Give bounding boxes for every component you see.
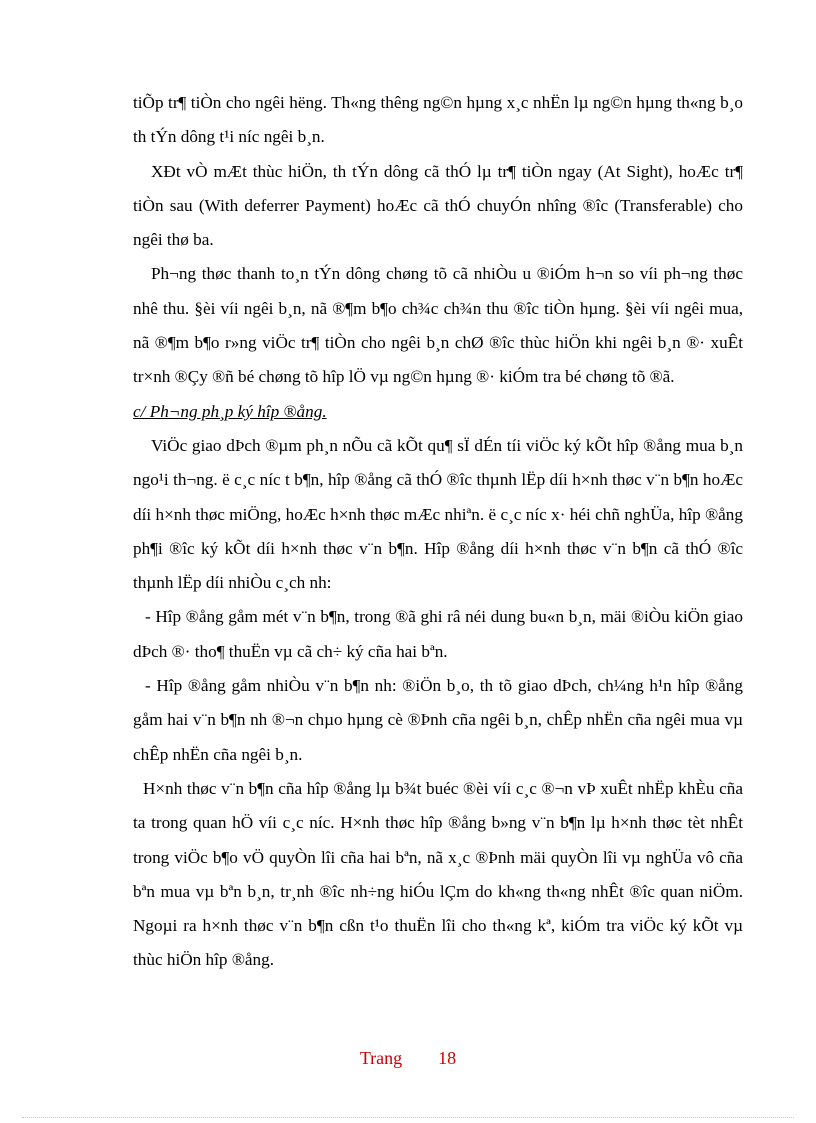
paragraph: Ph¬ng thøc thanh to¸n tÝn dông chøng tõ cã nhiÒu u ®iÓm h¬n so víi ph¬ng thøc nhê thu. §èi víi ngêi b¸n, nã ®¶m b¶o ch¾c ch¾n thu ®îc tiÒn hµng. §èi víi ngêi mua, nã ®¶m b¶o r»ng viÖc tr¶ tiÒn cho ngêi b¸n chØ ®îc thùc hiÖn khi ngêi b¸n ®· xuÊt tr×nh ®Çy ®ñ bé chøng tõ hîp lÖ vµ ng©n hµng ®· kiÓm tra bé chøng tõ ®ã. <box>133 264 743 387</box>
list-item: - Hîp ®ång gåm nhiÒu v¨n b¶n nh: ®iÖn b¸o, th tõ giao dÞch, ch¼ng h¹n hîp ®ång gåm hai v¨n b¶n nh ®¬n chµo hµng cè ®Þnh cña ngêi b¸n, chÊp nhËn cña ngêi mua vµ chÊp nhËn cña ngêi b¸n. <box>133 676 743 764</box>
footer-label: Trang <box>359 1048 403 1068</box>
paragraph: H×nh thøc v¨n b¶n cña hîp ®ång lµ b¾t buéc ®èi víi c¸c ®¬n vÞ xuÊt nhËp khÈu cña ta trong quan hÖ víi c¸c níc. H×nh thøc hîp ®ång b»ng v¨n b¶n lµ h×nh thøc tèt nhÊt trong viÖc b¶o vÖ quyÒn lîi cña hai bªn, nã x¸c ®Þnh mäi quyÒn lîi vµ nghÜa vô cña bªn mua vµ bªn b¸n, tr¸nh ®îc nh÷ng hiÓu lÇm do kh«ng th«ng nhÊt ®îc quan niÖm. Ngoµi ra h×nh thøc v¨n b¶n cßn t¹o thuËn lîi cho th«ng kª, kiÓm tra viÖc ký kÕt vµ thùc hiÖn hîp ®ång. <box>133 778 743 970</box>
page-number: 18 <box>438 1048 457 1068</box>
paragraph: tiÕp tr¶ tiÒn cho ngêi hëng. Th«ng thêng ng©n hµng x¸c nhËn lµ ng©n hµng th«ng b¸o th tÝn dông t¹i níc ngêi b¸n. <box>133 93 743 147</box>
paragraph: XÐt vÒ mÆt thùc hiÖn, th tÝn dông cã thÓ lµ tr¶ tiÒn ngay (At Sight), hoÆc tr¶ tiÒn sau (With deferrer Payment) hoÆc cã thÓ chuyÓn nhîng ®îc (Transferable) cho ngêi thø ba. <box>133 161 743 250</box>
paragraph: ViÖc giao dÞch ®µm ph¸n nÕu cã kÕt qu¶ sÏ dÉn tíi viÖc ký kÕt hîp ®ång mua b¸n ngo¹i th¬ng. ë c¸c níc t b¶n, hîp ®ång cã thÓ ®îc thµnh lËp díi h×nh thøc v¨n b¶n hoÆc díi h×nh thøc miÖng, hoÆc h×nh thøc mÆc nhiªn. ë c¸c níc x· héi chñ nghÜa, hîp ®ång ph¶i ®îc ký kÕt díi h×nh thøc v¨n b¶n. Hîp ®ång díi h×nh thøc v¨n b¶n cã thÓ ®îc thµnh lËp díi nhiÒu c¸ch nh: <box>133 435 743 593</box>
page-footer <box>0 1048 816 1069</box>
list-item: - Hîp ®ång gåm mét v¨n b¶n, trong ®ã ghi râ néi dung bu«n b¸n, mäi ®iÒu kiÖn giao dÞch ®· tho¶ thuËn vµ cã ch÷ ký cña hai bªn. <box>133 607 743 661</box>
section-heading: c/ Ph¬ng ph¸p ký hîp ®ång. <box>133 401 327 421</box>
bottom-divider <box>22 1117 794 1118</box>
document-body <box>133 86 743 978</box>
